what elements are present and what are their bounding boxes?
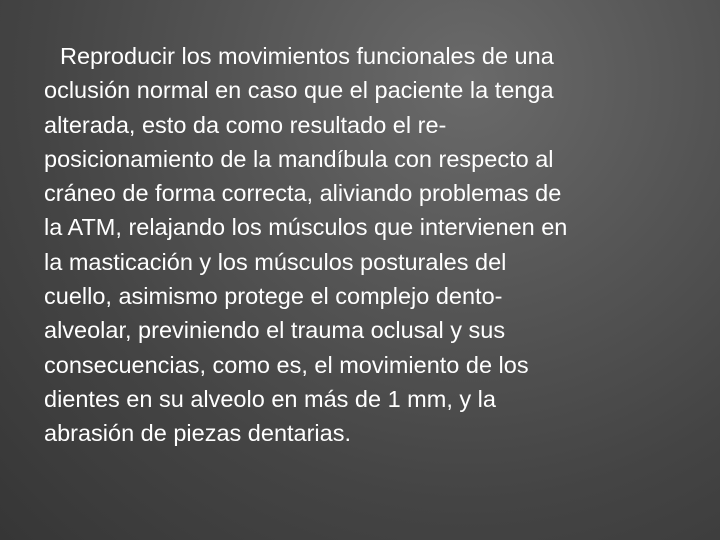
paragraph-line-10: consecuencias, como es, el movimiento de los: [44, 351, 529, 378]
paragraph-line-2: oclusión normal en caso que el paciente la tenga: [44, 77, 554, 104]
paragraph-line-8: cuello, asimismo protege el complejo dento-: [44, 283, 503, 310]
paragraph-line-6: la ATM, relajando los músculos que intervienen en: [44, 214, 568, 241]
paragraph-line-1: Reproducir los movimientos funcionales de una: [60, 43, 554, 69]
paragraph-line-12: abrasión de piezas dentarias.: [44, 420, 352, 447]
body-paragraph: [44, 39, 704, 451]
paragraph-line-3: alterada, esto da como resultado el re-: [44, 111, 447, 138]
paragraph-line-4: posicionamiento de la mandíbula con respecto al: [44, 145, 554, 172]
paragraph-line-11: dientes en su alveolo en más de 1 mm, y la: [44, 385, 496, 412]
paragraph-line-7: la masticación y los músculos posturales del: [44, 248, 507, 275]
paragraph-line-9: alveolar, previniendo el trauma oclusal y sus: [44, 317, 506, 344]
paragraph-line-5: cráneo de forma correcta, aliviando problemas de: [44, 180, 562, 207]
